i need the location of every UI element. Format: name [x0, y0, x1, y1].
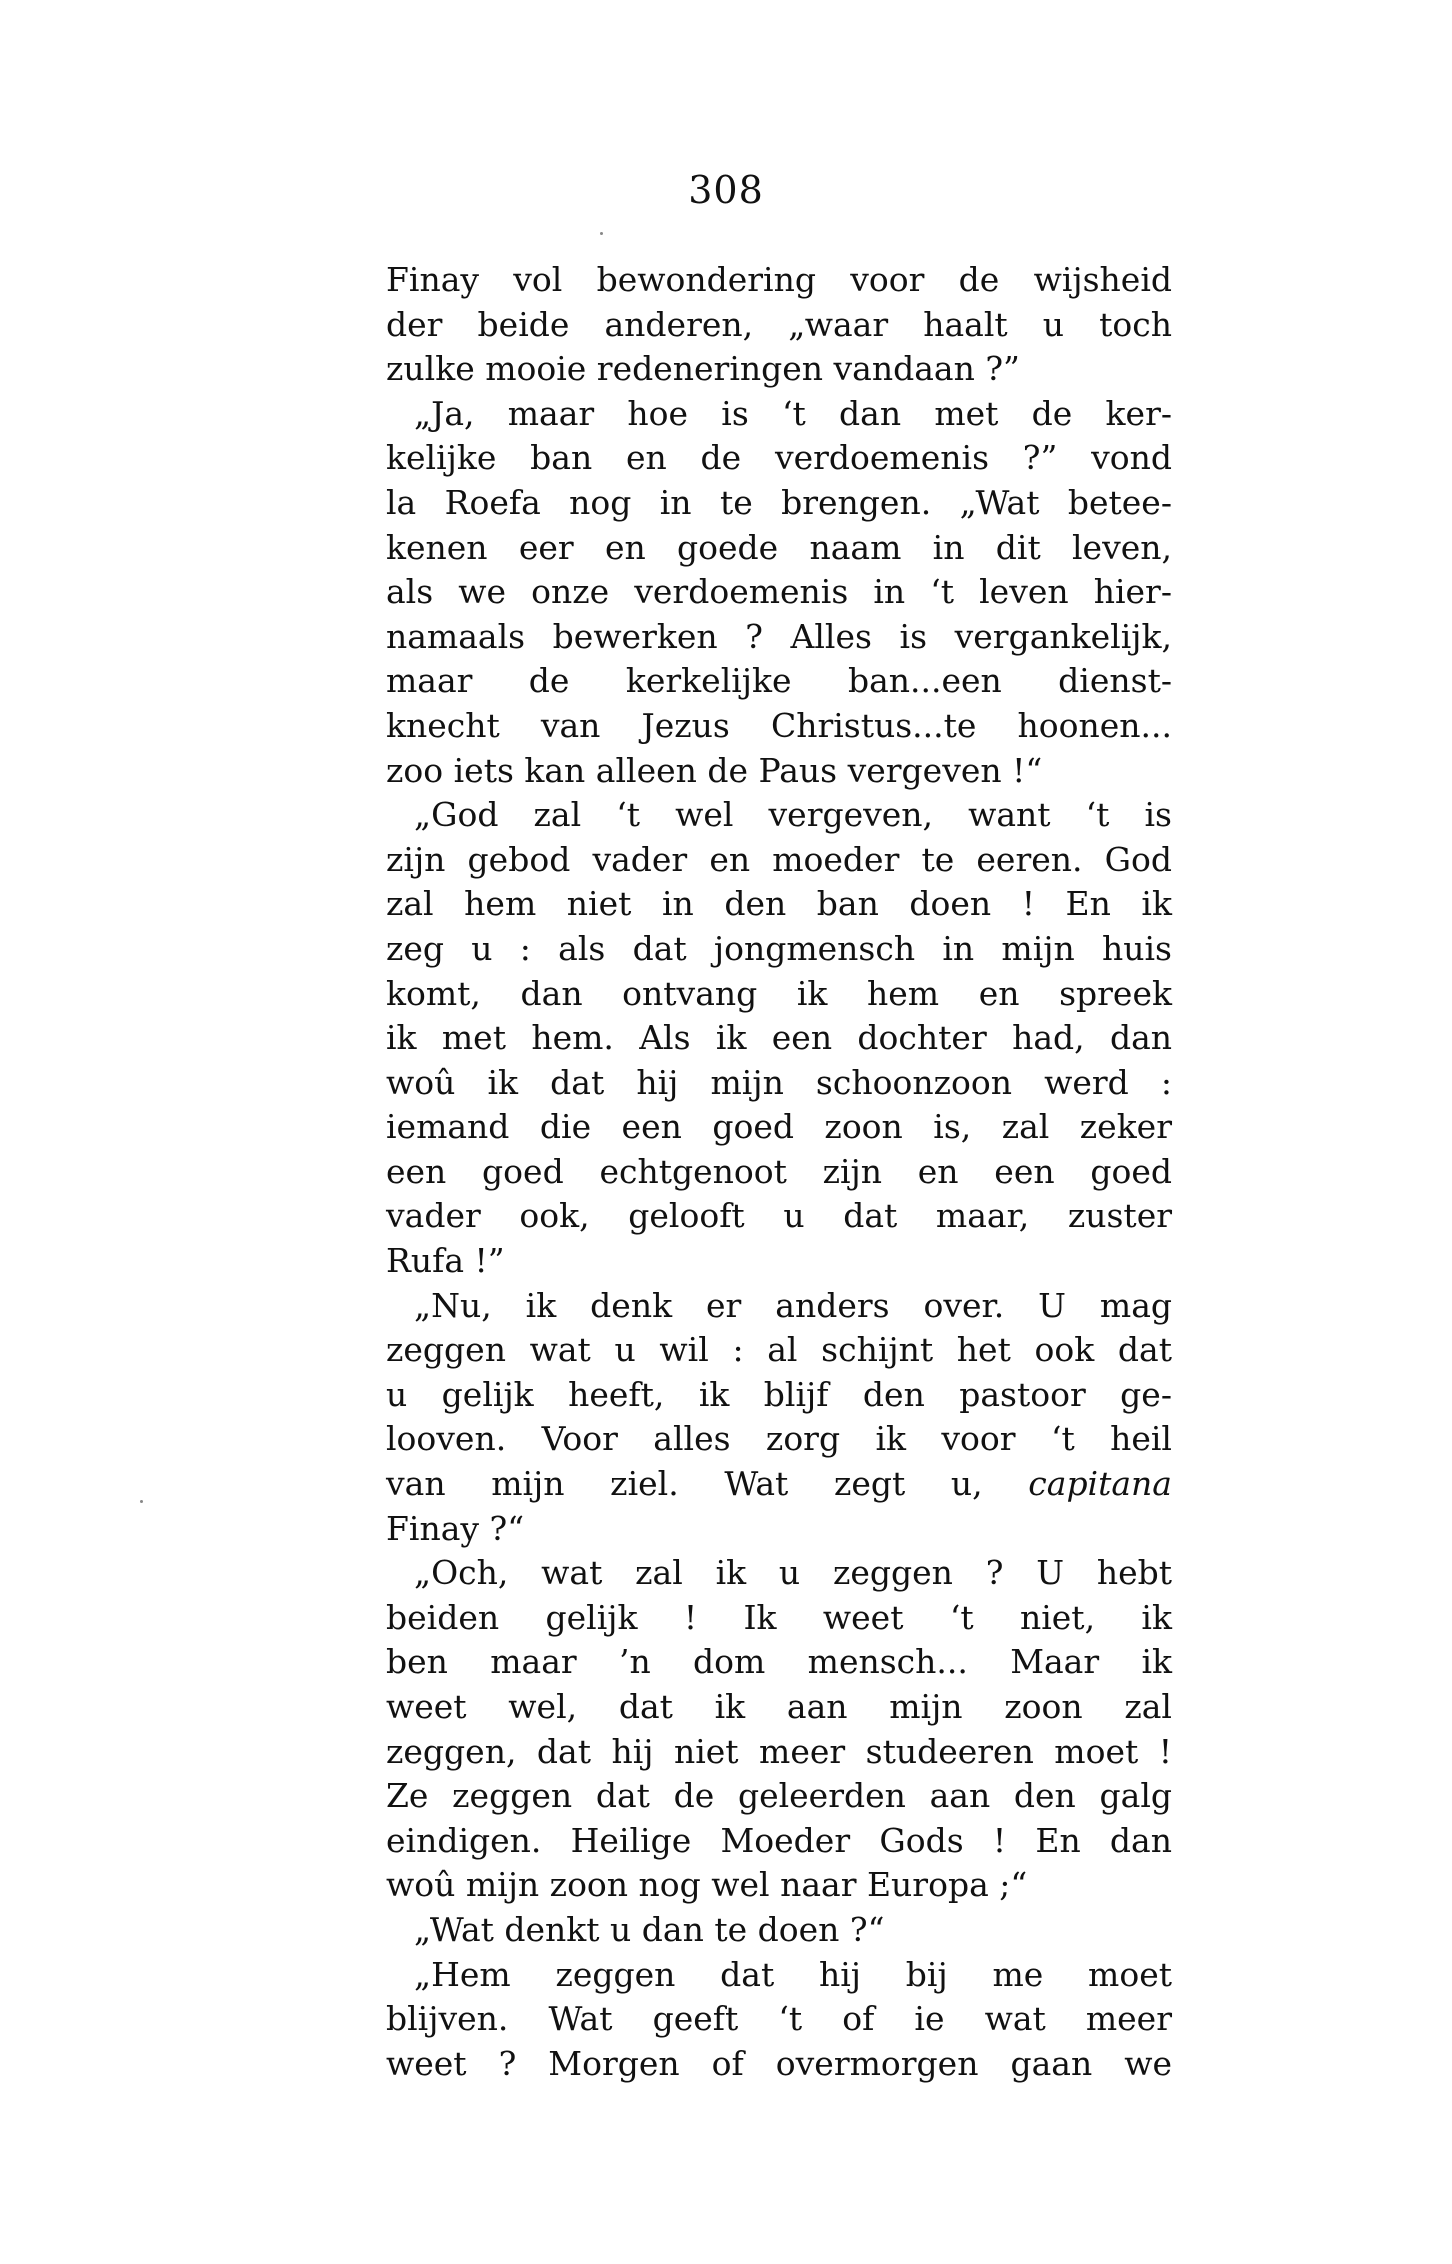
text-line: zeggen, dat hij niet meer studeeren moet !	[386, 1731, 1172, 1771]
text-line: „Wat denkt u dan te doen ?“	[414, 1909, 885, 1949]
text-line: la Roefa nog in te brengen. „Wat betee-	[386, 482, 1172, 522]
text-line: der beide anderen, „waar haalt u toch	[386, 304, 1172, 344]
print-speck	[600, 232, 603, 235]
text-line: ben maar ’n dom mensch... Maar ik	[386, 1642, 1172, 1682]
text-line-with-italic	[386, 1462, 1172, 1507]
text-line: weet ? Morgen of overmorgen gaan we	[386, 2043, 1172, 2083]
text-line: namaals bewerken ? Alles is vergankelijk,	[386, 616, 1172, 656]
text-line: weet wel, dat ik aan mijn zoon zal	[386, 1687, 1172, 1726]
text-line: „Hem zeggen dat hij bij me moet	[414, 1954, 1172, 1994]
body-text	[386, 258, 1172, 2086]
text-line: eindigen. Heilige Moeder Gods ! En dan	[386, 1820, 1172, 1860]
text-line: als we onze verdoemenis in ‘t leven hier-	[386, 572, 1172, 612]
text-line: Finay vol bewondering voor de wijsheid	[386, 260, 1172, 299]
text-line: maar de kerkelijke ban...een dienst-	[386, 661, 1172, 701]
text-line: woû ik dat hij mijn schoonzoon werd :	[386, 1062, 1172, 1102]
text-line: „Ja, maar hoe is ‘t dan met de ker-	[414, 393, 1172, 433]
italic-word: capitana	[1028, 1464, 1172, 1504]
page-number: 308	[688, 168, 764, 212]
text-line: Finay ?“	[386, 1508, 525, 1548]
line-text: van mijn ziel. Wat zegt u,	[386, 1464, 983, 1504]
text-line: „Nu, ik denk er anders over. U mag	[414, 1285, 1172, 1325]
text-line: vader ook, gelooft u dat maar, zuster	[386, 1196, 1172, 1236]
text-line: zoo iets kan alleen de Paus vergeven !“	[386, 750, 1043, 790]
text-line: looven. Voor alles zorg ik voor ‘t heil	[386, 1419, 1172, 1459]
text-line: zal hem niet in den ban doen ! En ik	[386, 884, 1172, 924]
text-line: woû mijn zoon nog wel naar Europa ;“	[386, 1865, 1028, 1905]
text-line: blijven. Wat geeft ‘t of ie wat meer	[386, 1999, 1172, 2039]
text-line: „Och, wat zal ik u zeggen ? U hebt	[414, 1553, 1172, 1593]
text-line: beiden gelijk ! Ik weet ‘t niet, ik	[386, 1597, 1172, 1637]
text-line: een goed echtgenoot zijn en een goed	[386, 1151, 1172, 1191]
text-line: zeggen wat u wil : al schijnt het ook dat	[386, 1330, 1172, 1370]
text-line: Ze zeggen dat de geleerden aan den galg	[386, 1776, 1172, 1816]
text-line: zijn gebod vader en moeder te eeren. God	[386, 839, 1172, 879]
print-speck	[140, 1500, 143, 1503]
text-line: u gelijk heeft, ik blijf den pastoor ge-	[386, 1374, 1172, 1414]
text-line: knecht van Jezus Christus...te hoonen...	[386, 705, 1172, 745]
text-line: iemand die een goed zoon is, zal zeker	[386, 1107, 1172, 1147]
text-line: ik met hem. Als ik een dochter had, dan	[386, 1018, 1172, 1058]
text-line: kelijke ban en de verdoemenis ?” vond	[386, 438, 1172, 478]
text-line: zeg u : als dat jongmensch in mijn huis	[386, 928, 1172, 968]
text-line: „God zal ‘t wel vergeven, want ‘t is	[414, 795, 1172, 835]
text-line: kenen eer en goede naam in dit leven,	[386, 527, 1172, 567]
text-line: zulke mooie redeneringen vandaan ?”	[386, 349, 1020, 389]
text-line: komt, dan ontvang ik hem en spreek	[386, 973, 1172, 1013]
text-line: Rufa !”	[386, 1241, 505, 1281]
